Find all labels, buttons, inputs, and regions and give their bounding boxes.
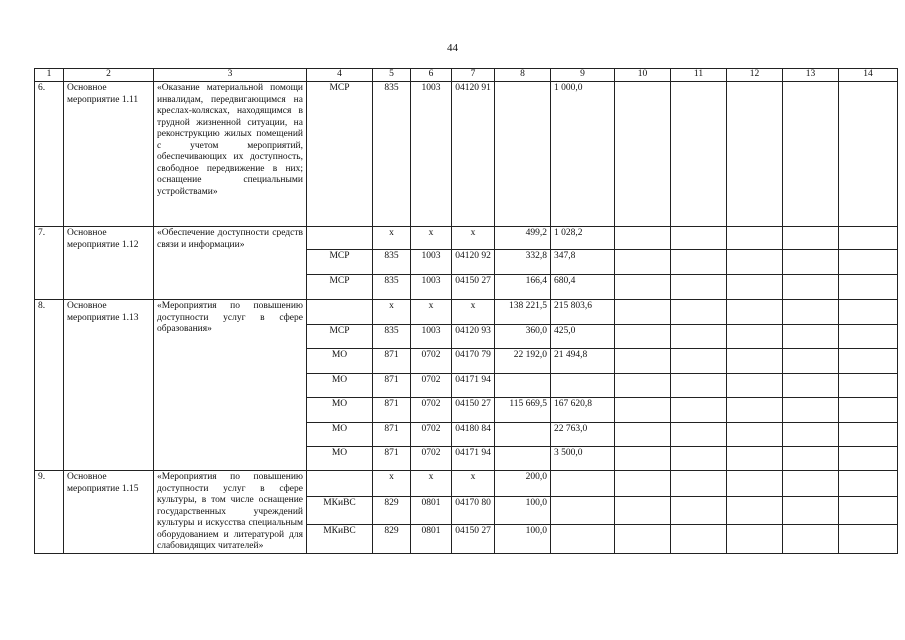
empty-cell-12 (727, 349, 783, 374)
empty-cell-11 (671, 525, 727, 553)
executor-cell: МСР (307, 82, 373, 227)
executor-cell: МСР (307, 325, 373, 349)
value-cell-9: 215 803,6 (551, 300, 615, 325)
header-cell-7: 7 (452, 69, 495, 82)
event-title: «Оказание материальной помощи инвалидам, передвигающимся на креслах-колясках, находящимся в трудной жизненной ситуации, на реконструкцию жилых помещений с учетом мероприятий, обеспечивающих их доступность, свободное передвижение в них; оснащение специальными устройствами» (154, 82, 307, 227)
value-cell-8 (495, 82, 551, 227)
empty-cell-14 (839, 471, 898, 497)
header-cell-13: 13 (783, 69, 839, 82)
empty-cell-11 (671, 374, 727, 398)
grbs-cell: 835 (373, 82, 411, 227)
empty-cell-13 (783, 349, 839, 374)
value-cell-9: 22 763,0 (551, 423, 615, 447)
grbs-cell: 829 (373, 497, 411, 525)
empty-cell-13 (783, 82, 839, 227)
value-cell-8 (495, 447, 551, 471)
empty-cell-11 (671, 82, 727, 227)
page-number: 44 (447, 42, 458, 54)
value-cell-8: 499,2 (495, 227, 551, 250)
executor-cell: МКиВС (307, 525, 373, 553)
grbs-cell: х (373, 227, 411, 250)
rzpr-cell: 0801 (411, 497, 452, 525)
csr-cell: 04170 79 (452, 349, 495, 374)
empty-cell-12 (727, 227, 783, 250)
empty-cell-13 (783, 374, 839, 398)
header-cell-12: 12 (727, 69, 783, 82)
header-cell-3: 3 (154, 69, 307, 82)
empty-cell-10 (615, 275, 671, 300)
rzpr-cell: 0702 (411, 447, 452, 471)
executor-cell (307, 227, 373, 250)
value-cell-9 (551, 497, 615, 525)
empty-cell-14 (839, 398, 898, 423)
csr-cell: 04120 93 (452, 325, 495, 349)
value-cell-9: 167 620,8 (551, 398, 615, 423)
empty-cell-14 (839, 275, 898, 300)
empty-cell-10 (615, 398, 671, 423)
rzpr-cell: 0702 (411, 398, 452, 423)
event-title: «Мероприятия по повышению доступности услуг в сфере культуры, в том числе оснащение государственных учреждений культуры и искусства специальным оборудованием и литературой для слабовидящих читателей» (154, 471, 307, 554)
empty-cell-11 (671, 300, 727, 325)
empty-cell-13 (783, 325, 839, 349)
empty-cell-14 (839, 300, 898, 325)
empty-cell-10 (615, 374, 671, 398)
value-cell-8: 332,8 (495, 250, 551, 275)
csr-cell: 04120 92 (452, 250, 495, 275)
value-cell-8: 100,0 (495, 497, 551, 525)
empty-cell-11 (671, 349, 727, 374)
rzpr-cell: х (411, 300, 452, 325)
grbs-cell: 835 (373, 275, 411, 300)
executor-cell: МСР (307, 250, 373, 275)
empty-cell-10 (615, 525, 671, 553)
empty-cell-12 (727, 82, 783, 227)
rzpr-cell: 0702 (411, 423, 452, 447)
rzpr-cell: 1003 (411, 250, 452, 275)
grbs-cell: 871 (373, 398, 411, 423)
csr-cell: 04180 84 (452, 423, 495, 447)
header-row (35, 69, 898, 82)
value-cell-9 (551, 525, 615, 553)
empty-cell-11 (671, 325, 727, 349)
executor-cell: МО (307, 447, 373, 471)
empty-cell-10 (615, 227, 671, 250)
value-cell-8: 100,0 (495, 525, 551, 553)
rzpr-cell: х (411, 471, 452, 497)
grbs-cell: 835 (373, 250, 411, 275)
empty-cell-10 (615, 325, 671, 349)
budget-table (34, 68, 898, 554)
rzpr-cell: 1003 (411, 325, 452, 349)
empty-cell-11 (671, 497, 727, 525)
empty-cell-14 (839, 82, 898, 227)
event-title: «Мероприятия по повышению доступности услуг в сфере образования» (154, 300, 307, 471)
executor-cell: МО (307, 423, 373, 447)
empty-cell-12 (727, 471, 783, 497)
header-cell-8: 8 (495, 69, 551, 82)
value-cell-9: 425,0 (551, 325, 615, 349)
rzpr-cell: 0702 (411, 349, 452, 374)
grbs-cell: х (373, 300, 411, 325)
rzpr-cell: х (411, 227, 452, 250)
empty-cell-10 (615, 349, 671, 374)
value-cell-9 (551, 374, 615, 398)
empty-cell-12 (727, 250, 783, 275)
empty-cell-14 (839, 525, 898, 553)
header-cell-10: 10 (615, 69, 671, 82)
header-cell-6: 6 (411, 69, 452, 82)
grbs-cell: 871 (373, 349, 411, 374)
empty-cell-12 (727, 447, 783, 471)
grbs-cell: х (373, 471, 411, 497)
empty-cell-10 (615, 250, 671, 275)
executor-cell: МО (307, 349, 373, 374)
empty-cell-13 (783, 300, 839, 325)
empty-cell-11 (671, 423, 727, 447)
value-cell-8: 200,0 (495, 471, 551, 497)
empty-cell-14 (839, 423, 898, 447)
empty-cell-11 (671, 227, 727, 250)
empty-cell-13 (783, 447, 839, 471)
empty-cell-14 (839, 447, 898, 471)
grbs-cell: 871 (373, 423, 411, 447)
empty-cell-13 (783, 525, 839, 553)
empty-cell-10 (615, 300, 671, 325)
row-number: 7. (35, 227, 64, 300)
event-name: Основное мероприятие 1.12 (64, 227, 154, 300)
empty-cell-10 (615, 423, 671, 447)
empty-cell-11 (671, 447, 727, 471)
header-cell-4: 4 (307, 69, 373, 82)
empty-cell-11 (671, 471, 727, 497)
value-cell-9: 21 494,8 (551, 349, 615, 374)
value-cell-9: 3 500,0 (551, 447, 615, 471)
grbs-cell: 871 (373, 447, 411, 471)
event-name: Основное мероприятие 1.11 (64, 82, 154, 227)
rzpr-cell: 0702 (411, 374, 452, 398)
grbs-cell: 829 (373, 525, 411, 553)
grbs-cell: 871 (373, 374, 411, 398)
empty-cell-14 (839, 349, 898, 374)
value-cell-9: 1 000,0 (551, 82, 615, 227)
rzpr-cell: 1003 (411, 275, 452, 300)
empty-cell-12 (727, 300, 783, 325)
empty-cell-13 (783, 497, 839, 525)
value-cell-9: 680,4 (551, 275, 615, 300)
empty-cell-10 (615, 82, 671, 227)
empty-cell-11 (671, 398, 727, 423)
empty-cell-12 (727, 275, 783, 300)
table-row (35, 82, 898, 227)
empty-cell-14 (839, 325, 898, 349)
empty-cell-13 (783, 471, 839, 497)
csr-cell: 04150 27 (452, 398, 495, 423)
executor-cell: МСР (307, 275, 373, 300)
csr-cell: х (452, 300, 495, 325)
table-row (35, 471, 898, 497)
row-number: 8. (35, 300, 64, 471)
empty-cell-10 (615, 471, 671, 497)
header-cell-11: 11 (671, 69, 727, 82)
empty-cell-11 (671, 275, 727, 300)
empty-cell-13 (783, 423, 839, 447)
value-cell-8 (495, 423, 551, 447)
empty-cell-10 (615, 497, 671, 525)
header-cell-5: 5 (373, 69, 411, 82)
event-name: Основное мероприятие 1.13 (64, 300, 154, 471)
executor-cell (307, 300, 373, 325)
value-cell-8: 166,4 (495, 275, 551, 300)
value-cell-8: 138 221,5 (495, 300, 551, 325)
value-cell-8 (495, 374, 551, 398)
value-cell-8: 115 669,5 (495, 398, 551, 423)
header-cell-9: 9 (551, 69, 615, 82)
empty-cell-12 (727, 525, 783, 553)
rzpr-cell: 1003 (411, 82, 452, 227)
empty-cell-12 (727, 423, 783, 447)
table-row (35, 300, 898, 325)
event-title: «Обеспечение доступности средств связи и информации» (154, 227, 307, 300)
value-cell-8: 22 192,0 (495, 349, 551, 374)
empty-cell-12 (727, 325, 783, 349)
csr-cell: 04150 27 (452, 525, 495, 553)
empty-cell-11 (671, 250, 727, 275)
rzpr-cell: 0801 (411, 525, 452, 553)
executor-cell (307, 471, 373, 497)
value-cell-8: 360,0 (495, 325, 551, 349)
value-cell-9 (551, 471, 615, 497)
row-number: 9. (35, 471, 64, 554)
executor-cell: МО (307, 398, 373, 423)
header-cell-1: 1 (35, 69, 64, 82)
empty-cell-14 (839, 374, 898, 398)
csr-cell: 04170 80 (452, 497, 495, 525)
empty-cell-12 (727, 497, 783, 525)
empty-cell-12 (727, 398, 783, 423)
header-cell-2: 2 (64, 69, 154, 82)
csr-cell: 04171 94 (452, 374, 495, 398)
empty-cell-13 (783, 398, 839, 423)
value-cell-9: 1 028,2 (551, 227, 615, 250)
table-row (35, 227, 898, 250)
csr-cell: х (452, 227, 495, 250)
csr-cell: 04120 91 (452, 82, 495, 227)
empty-cell-12 (727, 374, 783, 398)
empty-cell-10 (615, 447, 671, 471)
empty-cell-14 (839, 250, 898, 275)
grbs-cell: 835 (373, 325, 411, 349)
empty-cell-13 (783, 250, 839, 275)
empty-cell-14 (839, 227, 898, 250)
executor-cell: МО (307, 374, 373, 398)
empty-cell-13 (783, 275, 839, 300)
csr-cell: х (452, 471, 495, 497)
empty-cell-14 (839, 497, 898, 525)
event-name: Основное мероприятие 1.15 (64, 471, 154, 554)
row-number: 6. (35, 82, 64, 227)
csr-cell: 04171 94 (452, 447, 495, 471)
header-cell-14: 14 (839, 69, 898, 82)
empty-cell-13 (783, 227, 839, 250)
value-cell-9: 347,8 (551, 250, 615, 275)
executor-cell: МКиВС (307, 497, 373, 525)
csr-cell: 04150 27 (452, 275, 495, 300)
